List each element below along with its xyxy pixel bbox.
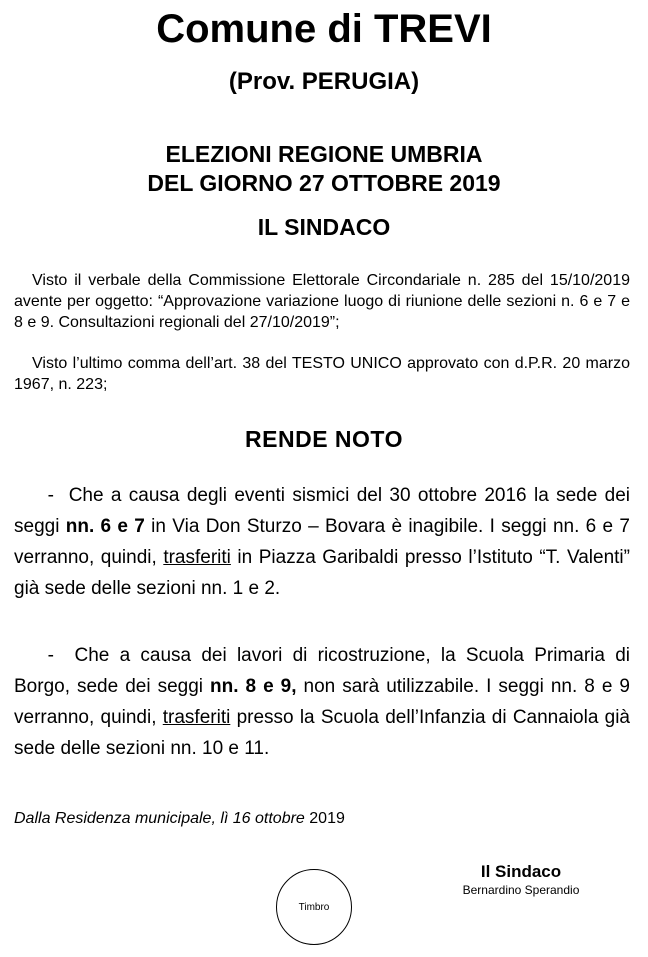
province-label: (Prov. PERUGIA) [228,68,420,95]
premise-paragraph: Visto l’ultimo comma dell’art. 38 del TESTO UNICO approvato con d.P.R. 20 marzo 1967, n. 223; [14,355,630,393]
list-dash: - [47,485,54,506]
item-text: Che a causa dei lavori di ricostruzione, la Scuola Primaria di Borgo, sede dei seggi [14,645,630,697]
election-line-1: ELEZIONI REGIONE UMBRIA [165,141,483,167]
announcement-heading: RENDE NOTO [245,426,403,452]
item-text: non sarà utilizzabile. I seggi nn. 8 e 9 verranno, quindi, [14,676,630,728]
list-item [14,480,630,604]
item-text: in Via Don Sturzo – Bovara è inagibile. I seggi nn. 6 e 7 verranno, quindi, [14,516,630,568]
authority-heading: IL SINDACO [257,214,391,240]
premise-paragraph: Visto il verbale della Commissione Elettorale Circondariale n. 285 del 15/10/2019 avente per oggetto: “Approvazione variazione luogo di riunione delle sezioni n. 6 e 7 e 8 e 9. Consultazioni regionali del 27/10/2019”; [14,272,630,331]
signature-title: Il Sindaco [480,862,562,881]
election-title [0,140,648,198]
election-line-2: DEL GIORNO 27 OTTOBRE 2019 [147,170,501,196]
signature-name: Bernardino Sperandio [462,883,580,897]
item-text: presso la Scuola dell’Infanzia di Cannaiola già sede delle sezioni nn. 10 e 11. [14,707,630,759]
item-bold: nn. 8 e 9, [210,676,297,697]
item-text: in Piazza Garibaldi presso l’Istituto “T. Valenti” già sede delle sezioni nn. 1 e 2. [14,547,630,599]
closing-year: 2019 [309,810,345,827]
item-underlined: trasferiti [163,547,231,568]
closing-line [14,810,345,828]
signature-block [458,862,584,897]
item-text: Che a causa degli eventi sismici del 30 ottobre 2016 la sede dei seggi [14,485,630,537]
stamp-circle [276,869,352,945]
list-dash: - [47,645,54,666]
list-item [14,640,630,764]
stamp-label: Timbro [298,901,330,913]
item-bold: nn. 6 e 7 [65,516,145,537]
closing-place-date: Dalla Residenza municipale, lì 16 ottobre [14,810,305,827]
item-underlined: trasferiti [162,707,231,728]
page-title: Comune di TREVI [156,7,492,51]
